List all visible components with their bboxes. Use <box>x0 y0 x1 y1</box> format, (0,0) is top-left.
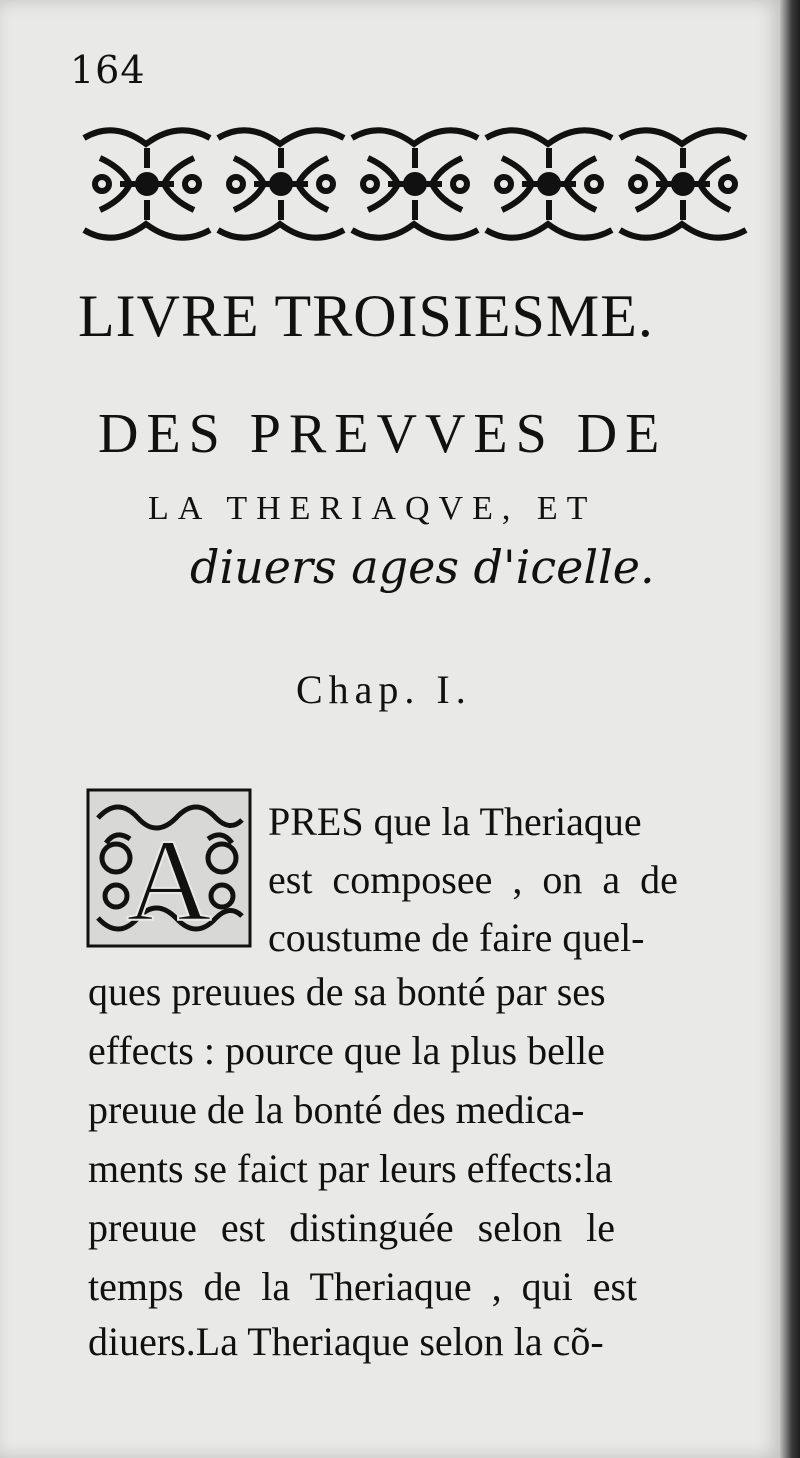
section-subtitle-italic: diuers ages d'icelle. <box>190 540 655 594</box>
book-title: LIVRE TROISIESME. <box>78 283 654 349</box>
chapter-heading: Chap. I. <box>296 667 472 712</box>
text-line: PRES que la Theriaque <box>268 799 642 844</box>
text-line: diuers.La Theriaque selon la cõ- <box>88 1319 604 1364</box>
section-subtitle: LA THERIAQVE, ET <box>148 490 597 527</box>
text-line: est composee , on a de <box>268 857 678 902</box>
text-line: preuue est distinguée selon le <box>88 1205 615 1250</box>
text-line: coustume de faire quel- <box>268 915 645 960</box>
text-line: effects : pource que la plus belle <box>88 1028 605 1073</box>
page-number: 164 <box>70 48 146 92</box>
ornament-tile <box>84 130 210 237</box>
section-title: DES PREVVES DE <box>98 403 668 465</box>
page-edge <box>780 0 800 1458</box>
text-line: ques preuues de sa bonté par ses <box>88 969 606 1014</box>
ornament-tile <box>218 130 344 237</box>
initial-letter: A <box>126 815 212 946</box>
ornament-tile <box>620 130 746 237</box>
ornament-tile <box>352 130 478 237</box>
floral-ornament-icon <box>80 118 750 250</box>
ornament-tile <box>486 130 612 237</box>
text-line: temps de la Theriaque , qui est <box>88 1264 638 1309</box>
text-line: ments se faict par leurs effects:la <box>88 1146 613 1191</box>
text-line: preuue de la bonté des medica- <box>88 1087 585 1132</box>
ornamental-initial-icon <box>86 788 252 948</box>
